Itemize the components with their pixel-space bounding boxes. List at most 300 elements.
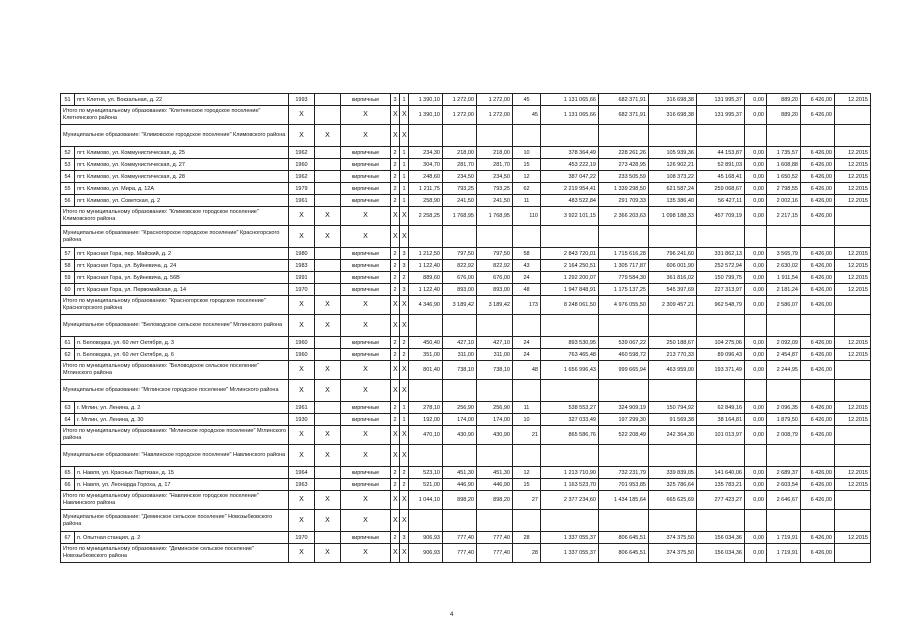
cell-u1: 197 299,30 [599,414,649,426]
cell-c2: 6 426,00 [801,467,835,479]
cell-s2: 218,00 [443,147,477,159]
cell-s2 [443,445,477,467]
cell-c1 [767,380,801,402]
cell-u2: 2 309 457,21 [649,296,697,315]
cell-s1: 304,70 [409,159,443,171]
cell-w [315,183,341,195]
cell-u2: 796 241,60 [649,248,697,260]
cell-f: X [391,510,400,532]
cell-m: кирпичные [341,94,391,106]
cell-e: 2 [400,349,409,361]
cell-u1: 1 434 185,64 [599,491,649,510]
cell-y: 1991 [289,272,315,284]
cell-c1: 2 586,07 [767,296,801,315]
cell-s1: 906,93 [409,532,443,544]
municipality-header-row [61,445,871,467]
cell-m: X [341,207,391,226]
cell-t: 2 164 250,51 [541,260,599,272]
cell-u1 [599,226,649,248]
cell-e: 1 [400,171,409,183]
cell-u2: 150 794,92 [649,402,697,414]
cell-z: 0,00 [745,183,767,195]
cell-d: 12.2015 [835,467,871,479]
cell-s2 [443,380,477,402]
cell-u3: 259 068,67 [697,183,745,195]
cell-a: пгт. Климово, ул. Советская, д. 2 [75,195,289,207]
subtotal-label: Итого по муниципальному образованию: "Климовское городское поселение" Климовского района [61,207,289,226]
cell-e: X [400,315,409,337]
cell-d [835,296,871,315]
cell-z: 0,00 [745,106,767,125]
table-row [61,147,871,159]
cell-d: 12.2015 [835,284,871,296]
cell-w [315,467,341,479]
cell-p: 45 [513,94,541,106]
cell-f: 3 [391,94,400,106]
cell-s2: 427,10 [443,337,477,349]
subtotal-row [61,207,871,226]
cell-z: 0,00 [745,248,767,260]
cell-e: X [400,226,409,248]
municipality-label: Муниципальное образование: "Мглинское городское поселение" Мглинского района [61,380,289,402]
cell-c2 [801,315,835,337]
cell-c2 [801,380,835,402]
cell-y: X [289,125,315,147]
cell-c1: 1 650,52 [767,171,801,183]
cell-d [835,361,871,380]
cell-s3: 218,00 [477,147,513,159]
cell-t [541,445,599,467]
cell-p: 11 [513,402,541,414]
cell-u3: 52 891,03 [697,159,745,171]
cell-c2: 6 426,00 [801,337,835,349]
cell-y: 1960 [289,159,315,171]
municipality-header-row [61,510,871,532]
cell-s3: 777,40 [477,532,513,544]
cell-u2: 325 786,64 [649,479,697,491]
cell-p: 62 [513,183,541,195]
cell-w [315,248,341,260]
cell-e: X [400,106,409,125]
cell-w [315,349,341,361]
cell-t [541,226,599,248]
cell-s3: 451,30 [477,467,513,479]
cell-p: 24 [513,272,541,284]
cell-n: 59 [61,272,75,284]
cell-w: X [315,361,341,380]
cell-c2 [801,226,835,248]
cell-u1: 1 305 717,87 [599,260,649,272]
cell-n: 54 [61,171,75,183]
cell-c2: 6 426,00 [801,361,835,380]
cell-m: X [341,426,391,445]
cell-s3: 738,10 [477,361,513,380]
cell-w: X [315,380,341,402]
cell-u2: 621 587,24 [649,183,697,195]
table-row [61,349,871,361]
cell-u2 [649,226,697,248]
cell-z: 0,00 [745,532,767,544]
cell-u3: 156 034,36 [697,544,745,563]
cell-e: X [400,544,409,563]
cell-a: г. Мглин, ул. Ленина, д. 30 [75,414,289,426]
municipality-header-row [61,226,871,248]
table-row [61,195,871,207]
cell-s2: 256,90 [443,402,477,414]
municipality-header-row [61,380,871,402]
cell-f: X [391,544,400,563]
cell-z: 0,00 [745,260,767,272]
cell-u3: 331 862,13 [697,248,745,260]
cell-c2: 6 426,00 [801,414,835,426]
cell-y: X [289,445,315,467]
cell-a: п. Навля, ул. Красных Партизан, д. 15 [75,467,289,479]
cell-u1 [599,445,649,467]
cell-c2: 6 426,00 [801,171,835,183]
cell-s2: 777,40 [443,544,477,563]
cell-s2: 777,40 [443,532,477,544]
cell-p: 48 [513,284,541,296]
cell-z: 0,00 [745,94,767,106]
cell-u2 [649,380,697,402]
cell-u3: 141 640,06 [697,467,745,479]
cell-c2: 6 426,00 [801,426,835,445]
cell-s2: 174,00 [443,414,477,426]
cell-y: 1980 [289,248,315,260]
cell-y: X [289,315,315,337]
cell-f: X [391,106,400,125]
cell-s3: 777,40 [477,544,513,563]
cell-w: X [315,426,341,445]
municipality-label: Муниципальное образование: "Навлинское городское поселение" Навлинского района [61,445,289,467]
cell-u1: 291 709,33 [599,195,649,207]
cell-w [315,532,341,544]
cell-f: X [391,296,400,315]
cell-e: 3 [400,532,409,544]
cell-s2: 430,90 [443,426,477,445]
subtotal-row [61,106,871,125]
cell-u1: 228 261,26 [599,147,649,159]
cell-u1 [599,510,649,532]
cell-c1: 1 911,54 [767,272,801,284]
cell-t: 1 337 055,37 [541,532,599,544]
cell-d: 12.2015 [835,260,871,272]
subtotal-row [61,491,871,510]
cell-z [745,380,767,402]
cell-c1 [767,510,801,532]
cell-d: 12.2015 [835,195,871,207]
cell-p [513,315,541,337]
cell-s1: 1 390,10 [409,94,443,106]
subtotal-row [61,426,871,445]
cell-d [835,510,871,532]
cell-s1: 1 211,75 [409,183,443,195]
cell-p: 11 [513,195,541,207]
cell-n: 62 [61,349,75,361]
cell-u2 [649,315,697,337]
cell-z [745,510,767,532]
cell-f: 2 [391,159,400,171]
cell-c1 [767,445,801,467]
cell-z: 0,00 [745,272,767,284]
cell-f: X [391,125,400,147]
cell-s3 [477,226,513,248]
cell-e: 2 [400,337,409,349]
cell-s2: 1 768,95 [443,207,477,226]
cell-m: кирпичные [341,183,391,195]
cell-u1: 522 208,49 [599,426,649,445]
cell-t: 1 163 523,70 [541,479,599,491]
cell-u1: 1 339 298,50 [599,183,649,195]
cell-c1: 2 096,35 [767,402,801,414]
cell-d: 12.2015 [835,479,871,491]
cell-t: 1 656 996,43 [541,361,599,380]
cell-f: 2 [391,248,400,260]
cell-y: 1930 [289,414,315,426]
cell-e: 2 [400,272,409,284]
cell-s2: 898,20 [443,491,477,510]
cell-u1: 682 371,91 [599,106,649,125]
subtotal-label: Итого по муниципальному образованию: "Деминское сельское поселение" Новозыбковского района [61,544,289,563]
cell-t: 1 947 848,91 [541,284,599,296]
cell-u2: 316 698,38 [649,94,697,106]
cell-u2 [649,125,697,147]
cell-u2: 361 816,02 [649,272,697,284]
cell-s2: 446,90 [443,479,477,491]
cell-p: 12 [513,467,541,479]
cell-d: 12.2015 [835,349,871,361]
cell-y: 1962 [289,171,315,183]
table-row [61,171,871,183]
cell-d [835,426,871,445]
cell-m: X [341,315,391,337]
cell-p [513,125,541,147]
cell-f: 2 [391,402,400,414]
cell-u3 [697,445,745,467]
cell-z: 0,00 [745,402,767,414]
cell-m: кирпичные [341,414,391,426]
cell-s1: 1 044,10 [409,491,443,510]
cell-c2: 6 426,00 [801,207,835,226]
cell-t: 763 465,48 [541,349,599,361]
cell-c1: 2 454,87 [767,349,801,361]
cell-w: X [315,510,341,532]
cell-y: 1964 [289,467,315,479]
cell-c1: 2 646,67 [767,491,801,510]
cell-u2: 316 698,38 [649,106,697,125]
table-row [61,402,871,414]
cell-s1 [409,315,443,337]
cell-w [315,94,341,106]
cell-e: 3 [400,260,409,272]
table-row [61,183,871,195]
cell-u3: 38 164,81 [697,414,745,426]
cell-t: 483 522,84 [541,195,599,207]
cell-w [315,284,341,296]
cell-c1 [767,315,801,337]
cell-s1 [409,226,443,248]
cell-s2: 311,00 [443,349,477,361]
cell-m: кирпичные [341,467,391,479]
cell-s3: 234,50 [477,171,513,183]
cell-e: 1 [400,402,409,414]
cell-s3 [477,315,513,337]
cell-u3: 89 096,43 [697,349,745,361]
cell-u3: 101 013,97 [697,426,745,445]
cell-s1: 1 390,10 [409,106,443,125]
cell-m: X [341,125,391,147]
cell-n: 55 [61,183,75,195]
cell-u3: 45 168,41 [697,171,745,183]
cell-d: 12.2015 [835,159,871,171]
cell-u2 [649,445,697,467]
cell-y: X [289,544,315,563]
cell-t: 327 033,49 [541,414,599,426]
subtotal-row [61,296,871,315]
cell-a: пгт. Красная Гора, ул. Буйневича, д. 56В [75,272,289,284]
cell-p: 48 [513,361,541,380]
cell-d [835,226,871,248]
table-row [61,479,871,491]
cell-u3: 44 153,87 [697,147,745,159]
cell-f: 2 [391,171,400,183]
cell-w: X [315,207,341,226]
cell-s2 [443,315,477,337]
cell-y: X [289,510,315,532]
cell-c1: 3 565,79 [767,248,801,260]
cell-a: пгт. Красная Гора, пер. Майский, д. 2 [75,248,289,260]
cell-u3: 457 709,19 [697,207,745,226]
cell-s3: 822,92 [477,260,513,272]
cell-u3: 135 783,21 [697,479,745,491]
cell-t: 1 213 710,90 [541,467,599,479]
cell-n: 64 [61,414,75,426]
cell-s1: 258,90 [409,195,443,207]
cell-s2 [443,510,477,532]
cell-c1: 889,20 [767,106,801,125]
cell-d [835,445,871,467]
cell-u1: 779 584,30 [599,272,649,284]
cell-y: X [289,361,315,380]
cell-f: 2 [391,337,400,349]
cell-s3: 1 272,00 [477,106,513,125]
cell-s1: 1 122,40 [409,260,443,272]
cell-s2: 676,00 [443,272,477,284]
cell-p: 12 [513,171,541,183]
cell-s1: 351,00 [409,349,443,361]
cell-f: 2 [391,272,400,284]
cell-z: 0,00 [745,491,767,510]
cell-a: пгт. Климово, ул. Мира, д. 12А [75,183,289,195]
cell-s1: 278,10 [409,402,443,414]
subtotal-label: Итого по муниципальному образованию: "Мглинское городское поселение" Мглинского района [61,426,289,445]
cell-u3: 131 995,37 [697,106,745,125]
cell-a: п. Беловодка, ул. 60 лет Октября, д. 6 [75,349,289,361]
cell-m: X [341,296,391,315]
cell-e: 2 [400,467,409,479]
cell-s3 [477,445,513,467]
cell-d: 12.2015 [835,532,871,544]
cell-z: 0,00 [745,147,767,159]
cell-m: кирпичные [341,159,391,171]
table-row [61,467,871,479]
subtotal-label: Итого по муниципальному образованию: "Беловодское сельское поселение" Мглинского района [61,361,289,380]
cell-c1: 2 689,37 [767,467,801,479]
cell-s1: 889,60 [409,272,443,284]
cell-u3: 156 034,36 [697,532,745,544]
cell-p: 28 [513,544,541,563]
cell-e: X [400,491,409,510]
cell-c2: 6 426,00 [801,260,835,272]
cell-m: X [341,226,391,248]
cell-d: 12.2015 [835,272,871,284]
cell-u1: 682 371,91 [599,94,649,106]
cell-s2: 738,10 [443,361,477,380]
housing-repair-table [60,93,871,563]
cell-c1 [767,226,801,248]
table-row [61,337,871,349]
cell-c2: 6 426,00 [801,159,835,171]
cell-u3: 277 423,27 [697,491,745,510]
cell-d [835,380,871,402]
cell-c2: 6 426,00 [801,402,835,414]
cell-n: 53 [61,159,75,171]
cell-c2: 6 426,00 [801,248,835,260]
cell-w: X [315,296,341,315]
cell-p: 27 [513,491,541,510]
cell-f: 2 [391,349,400,361]
cell-c1: 1 719,91 [767,544,801,563]
cell-e: 1 [400,195,409,207]
cell-d: 12.2015 [835,337,871,349]
cell-u1: 233 505,59 [599,171,649,183]
document-page [60,93,871,563]
cell-s2: 451,30 [443,467,477,479]
subtotal-row [61,361,871,380]
cell-d: 12.2015 [835,414,871,426]
cell-c2: 6 426,00 [801,532,835,544]
cell-s3: 241,50 [477,195,513,207]
cell-c1: 1 608,88 [767,159,801,171]
cell-p: 58 [513,248,541,260]
cell-p: 43 [513,260,541,272]
table-row [61,159,871,171]
cell-t: 378 364,49 [541,147,599,159]
cell-a: г. Мглин, ул. Ленина, д. 2 [75,402,289,414]
cell-u2: 463 959,00 [649,361,697,380]
cell-p: 24 [513,337,541,349]
cell-t: 3 922 101,15 [541,207,599,226]
subtotal-label: Итого по муниципальному образованию: "Клетнянское городское поселение" Клетнянского района [61,106,289,125]
cell-f: 2 [391,195,400,207]
municipality-label: Муниципальное образование: "Деминское сельское поселение" Новозыбковского района [61,510,289,532]
cell-y: X [289,106,315,125]
cell-c1: 2 092,09 [767,337,801,349]
cell-c2: 6 426,00 [801,147,835,159]
cell-t: 387 047,22 [541,171,599,183]
cell-u1: 1 715 616,28 [599,248,649,260]
cell-u3 [697,125,745,147]
cell-s1: 523,10 [409,467,443,479]
cell-s1 [409,445,443,467]
cell-u3: 150 799,75 [697,272,745,284]
cell-u2 [649,510,697,532]
cell-t: 453 222,19 [541,159,599,171]
cell-s2: 793,25 [443,183,477,195]
cell-u3: 193 371,49 [697,361,745,380]
cell-e: 1 [400,147,409,159]
cell-z [745,315,767,337]
